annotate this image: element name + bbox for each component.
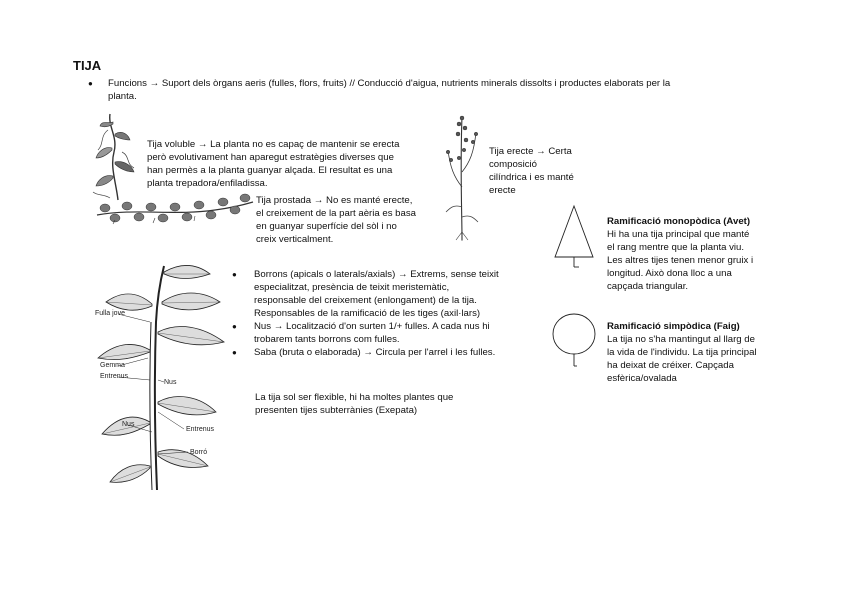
flexible-text bbox=[255, 391, 515, 417]
page-title: TIJA bbox=[73, 58, 102, 73]
label-nus-left: Nus bbox=[122, 421, 135, 428]
label-borro: Borró bbox=[190, 449, 208, 456]
triangle-tree-icon bbox=[553, 205, 595, 271]
postrada-line-3: en guanyar superfície del sòl i no bbox=[256, 221, 397, 232]
monopodica-text: Ramificació monopòdica (Avet) Hi ha una tija principal que manté el rang mentre que la planta viu. Les altres tijes tenen menor gruix i longitud. Això dona lloc a una capçada triangular. bbox=[607, 215, 807, 293]
label-entrenus-right: Entrenus bbox=[186, 426, 215, 433]
erecte-text bbox=[489, 145, 599, 197]
voluble-text bbox=[147, 138, 447, 190]
label-nus-right: Nus bbox=[164, 379, 177, 386]
voluble-line-4: planta trepadora/enfiladissa. bbox=[147, 178, 268, 189]
voluble-plant-illustration bbox=[88, 112, 143, 202]
erecte-line-1: Tija erecte → Certa bbox=[489, 146, 572, 157]
bullet-dot-icon: ● bbox=[88, 79, 93, 88]
list-item-saba: ● Saba (bruta o elaborada) → Circula per l'arrel i les fulles. bbox=[232, 346, 552, 359]
simpodica-heading: Ramificació simpòdica (Faig) bbox=[607, 321, 740, 332]
voluble-line-1: Tija voluble → La planta no es capaç de mantenir se erecta bbox=[147, 139, 400, 150]
voluble-line-2: però evolutivament han aparegut estratègies diverses que bbox=[147, 152, 394, 163]
postrada-line-2: el creixement de la part aèria es basa bbox=[256, 208, 416, 219]
simpodica-text: Ramificació simpòdica (Faig) La tija no s'ha mantingut al llarg de la vida de l'individu. La tija principal ha deixat de créixer. Capçada esfèrica/ovalada bbox=[607, 320, 807, 385]
prostrate-plant-illustration bbox=[95, 190, 255, 225]
erecte-line-3: cilíndrica i es manté bbox=[489, 172, 574, 183]
erect-plant-illustration bbox=[440, 112, 485, 242]
postrada-line-1: Tija prostada → No es manté erecte, bbox=[256, 195, 413, 206]
list-item-nus: ● Nus → Localització d'on surten 1/+ fulles. A cada nus hi trobarem tants borrons com fulles. bbox=[232, 320, 552, 346]
label-entrenus-left: Entrenus bbox=[100, 373, 129, 380]
intro-line-2: planta. bbox=[108, 91, 137, 102]
intro-line-1: Funcions → Suport dels òrgans aeris (fulles, flors, fruits) // Conducció d'aigua, nutrients minerals dissolts i productes elaborats per la bbox=[108, 78, 671, 89]
erecte-line-2: composició bbox=[489, 159, 537, 170]
postrada-line-4: creix verticalment. bbox=[256, 234, 334, 245]
monopodica-heading: Ramificació monopòdica (Avet) bbox=[607, 216, 751, 227]
postrada-text bbox=[256, 194, 456, 246]
round-tree-icon bbox=[551, 312, 597, 372]
label-gemma: Gemma bbox=[100, 362, 125, 369]
erecte-line-4: erecte bbox=[489, 185, 516, 196]
flexible-line-1: La tija sol ser flexible, hi ha moltes plantes que bbox=[255, 392, 454, 403]
stem-parts-list bbox=[232, 268, 552, 359]
list-item-borrons: ● Borrons (apicals o laterals/axials) → Extrems, sense teixit especialitzat, presència de teixit meristemàtic, responsable del creixement (enlongament) de la tija. Responsables de la ramificació de les tiges (axil·lars) bbox=[232, 268, 552, 320]
intro-bullet bbox=[88, 77, 768, 103]
flexible-line-2: presenten tijes subterrànies (Exepata) bbox=[255, 405, 418, 416]
voluble-line-3: han permès a la planta guanyar alçada. El resultat es una bbox=[147, 165, 393, 176]
label-fulla-jove: Fulla jove bbox=[95, 310, 125, 317]
